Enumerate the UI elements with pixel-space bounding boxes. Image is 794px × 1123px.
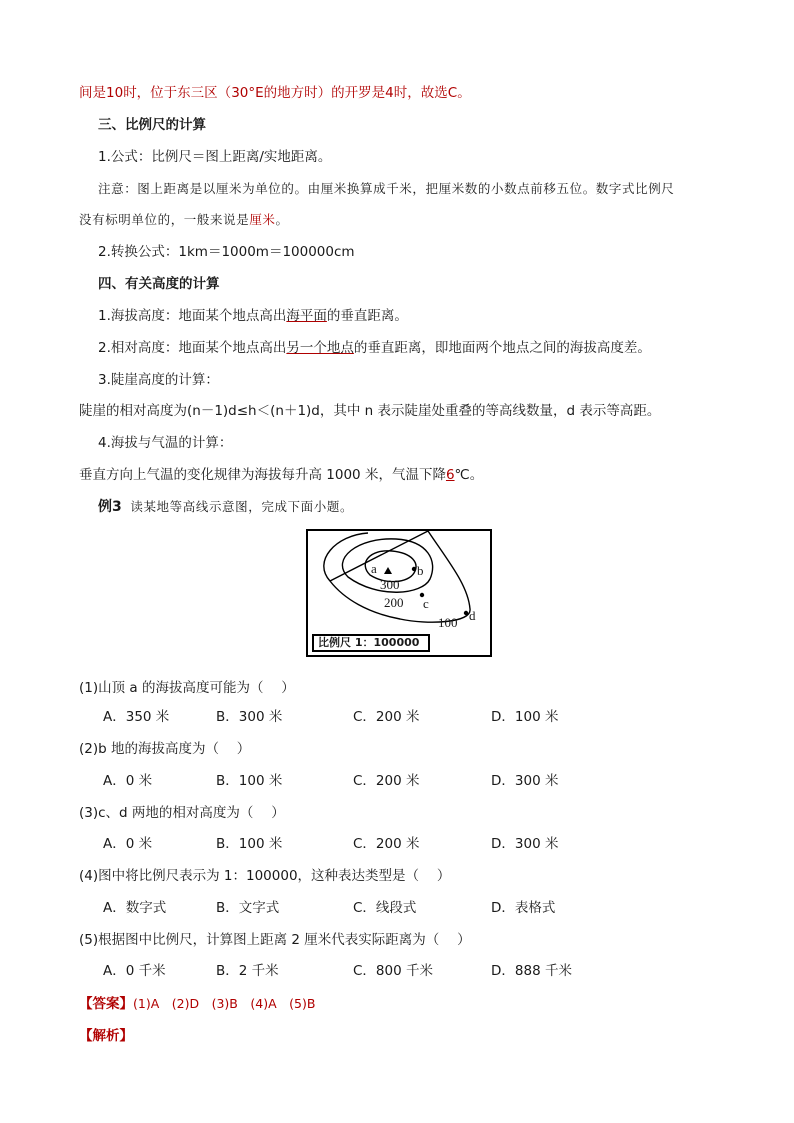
q2-option-c: C．200 米 <box>353 773 420 789</box>
label-a: a <box>371 561 377 576</box>
q2-option-a: A．0 米 <box>103 773 153 789</box>
convert-formula: 2.转换公式：1km＝1000m＝100000cm <box>98 244 355 260</box>
top-line-part: 。 <box>457 85 471 101</box>
point-b-dot <box>412 567 416 571</box>
answer-text: (1)A (2)D (3)B (4)A (5)B <box>133 996 316 1011</box>
q3-option-c: C．200 米 <box>353 836 420 852</box>
temp-text: 垂直方向上气温的变化规律为海拔每升高 1000 米，气温下降 <box>79 467 446 483</box>
top-line-part: 10 <box>106 85 124 101</box>
question-4: (4)图中将比例尺表示为 1：100000，这种表达类型是（ ） <box>79 868 451 884</box>
analysis-line <box>79 1026 133 1046</box>
def-underlined: 另一个地点 <box>286 340 354 356</box>
q5-option-d: D．888 千米 <box>491 963 572 979</box>
label-b: b <box>417 563 424 578</box>
def-text: 的垂直距离。 <box>326 308 408 324</box>
section3-title: 三、比例尺的计算 <box>98 117 206 133</box>
top-line-part: 30°E <box>231 85 264 101</box>
analysis-label: 【解析】 <box>79 1028 133 1044</box>
question-3: (3)c、d 两地的相对高度为（ ） <box>79 805 285 821</box>
question-5: (5)根据图中比例尺，计算图上距离 2 厘米代表实际距离为（ ） <box>79 932 471 948</box>
example-text: 读某地等高线示意图，完成下面小题。 <box>130 499 354 514</box>
note-text: 。 <box>275 212 289 227</box>
q3-option-b: B．100 米 <box>216 836 283 852</box>
answer-line <box>79 994 315 1014</box>
q2-option-d: D．300 米 <box>491 773 559 789</box>
answer-label: 【答案】 <box>79 996 133 1012</box>
relative-height-def <box>98 338 651 358</box>
def-text: 的垂直距离，即地面两个地点之间的海拔高度差。 <box>353 340 651 356</box>
peak-triangle-icon <box>384 567 392 574</box>
q1-option-c: C．200 米 <box>353 709 420 725</box>
note-line-1: 注意：图上距离是以厘米为单位的。由厘米换算成千米，把厘米数的小数点前移五位。数字式比例尺 <box>98 181 675 196</box>
scale-box: 比例尺 1：100000 <box>312 634 430 652</box>
q4-option-b: B．文字式 <box>216 900 280 916</box>
q4-option-a: A．数字式 <box>103 900 167 916</box>
q5-option-a: A．0 千米 <box>103 963 166 979</box>
example-label: 例3 <box>98 499 122 515</box>
section4-title: 四、有关高度的计算 <box>98 276 220 292</box>
q4-option-c: C．线段式 <box>353 900 417 916</box>
point-d-dot <box>464 611 468 615</box>
q3-option-d: D．300 米 <box>491 836 559 852</box>
q5-option-b: B．2 千米 <box>216 963 279 979</box>
temp-underlined: 6 <box>445 467 455 483</box>
note-highlight: 厘米 <box>249 212 276 227</box>
q1-option-b: B．300 米 <box>216 709 283 725</box>
top-line-part: 4 <box>385 85 394 101</box>
def-text: 2.相对高度：地面某个地点高出 <box>98 340 287 356</box>
q4-option-d: D．表格式 <box>491 900 556 916</box>
top-line <box>79 83 471 103</box>
temp-body <box>79 465 483 485</box>
label-c: c <box>423 596 429 611</box>
def-text: 1.海拔高度：地面某个地点高出 <box>98 308 287 324</box>
def-underlined: 海平面 <box>286 308 327 324</box>
top-line-part: 的地方时）的开罗是 <box>263 85 386 101</box>
label-300: 300 <box>380 577 400 592</box>
q1-option-d: D．100 米 <box>491 709 559 725</box>
q2-option-b: B．100 米 <box>216 773 283 789</box>
altitude-def <box>98 306 408 326</box>
cliff-title: 3.陡崖高度的计算： <box>98 372 219 388</box>
temp-text: ℃。 <box>454 467 484 483</box>
note-line-2 <box>79 210 289 230</box>
q5-option-c: C．800 千米 <box>353 963 433 979</box>
top-line-part: 时，位于东三区（ <box>123 85 232 101</box>
question-2: (2)b 地的海拔高度为（ ） <box>79 741 251 757</box>
question-1: (1)山顶 a 的海拔高度可能为（ ） <box>79 680 295 696</box>
q1-option-a: A．350 米 <box>103 709 170 725</box>
label-d: d <box>469 608 476 623</box>
label-100: 100 <box>438 615 458 630</box>
cliff-body: 陡崖的相对高度为(n－1)d≤h＜(n＋1)d，其中 n 表示陡崖处重叠的等高线数量，d 表示等高距。 <box>79 403 661 419</box>
note-text: 没有标明单位的，一般来说是 <box>79 212 250 227</box>
contour-map <box>306 529 492 657</box>
temp-title: 4.海拔与气温的计算： <box>98 435 233 451</box>
top-line-part: C <box>447 85 458 101</box>
q3-option-a: A．0 米 <box>103 836 153 852</box>
top-line-part: 时，故选 <box>393 85 448 101</box>
scale-formula: 1.公式：比例尺＝图上距离/实地距离。 <box>98 149 332 165</box>
top-line-part: 间是 <box>79 85 106 101</box>
label-200: 200 <box>384 595 404 610</box>
example-line <box>98 497 353 517</box>
